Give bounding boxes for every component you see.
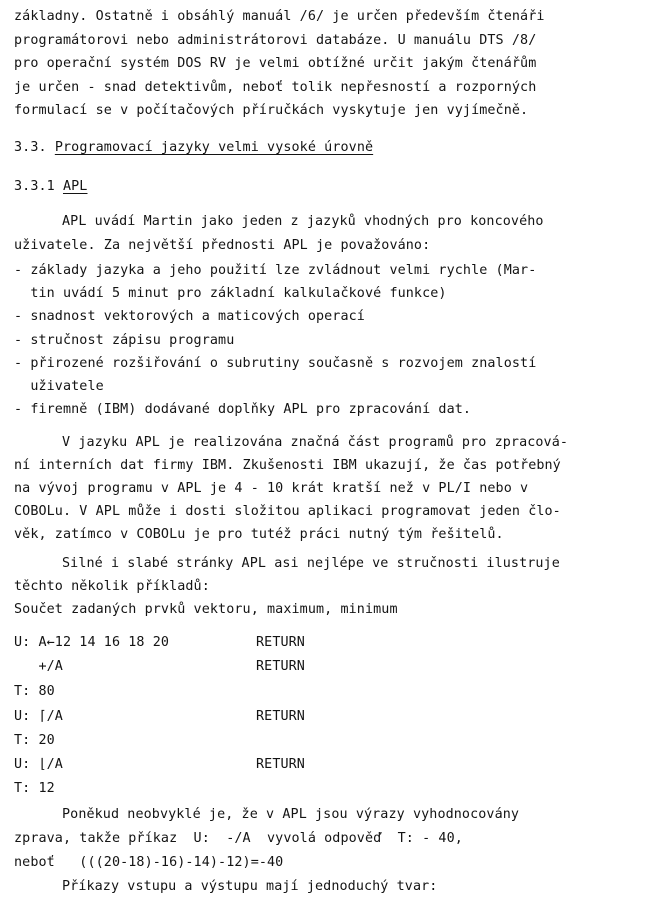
code-line: U: ⌊/A xyxy=(14,757,63,772)
paragraph-line: Příkazy vstupu a výstupu mají jednoduchý tvar: xyxy=(62,879,438,894)
paragraph-line: zprava, takže příkaz U: -/A vyvolá odpověď T: - 40, xyxy=(14,831,463,846)
code-note: RETURN xyxy=(256,659,305,674)
paragraph-line: neboť (((20-18)-16)-14)-12)=-40 xyxy=(14,855,284,870)
paragraph-line: Poněkud neobvyklé je, že v APL jsou výrazy vyhodnocovány xyxy=(62,807,520,822)
code-note: RETURN xyxy=(256,757,305,772)
list-item: - snadnost vektorových a maticových operací xyxy=(14,309,365,324)
paragraph-line: věk, zatímco v COBOLu je pro tutéž práci nutný tým řešitelů. xyxy=(14,527,504,542)
section-title: Programovací jazyky velmi vysoké úrovně xyxy=(54,140,374,155)
code-line: U: A←12 14 16 18 20 xyxy=(14,635,170,650)
list-item: - přirozené rozšiřování o subrutiny současně s rozvojem znalostí xyxy=(14,356,537,371)
paragraph-line: COBOLu. V APL může i dosti složitou aplikaci programovat jeden člo- xyxy=(14,504,561,519)
subsection-number: 3.3.1 xyxy=(14,179,55,194)
list-item: tin uvádí 5 minut pro základní kalkulačkové funkce) xyxy=(14,286,447,301)
intro-line: formulací se v počítačových příručkách vyskytuje jen vyjímečně. xyxy=(14,103,529,118)
list-item: - základy jazyka a jeho použití lze zvládnout velmi rychle (Mar- xyxy=(14,263,537,278)
intro-line: základny. Ostatně i obsáhlý manuál /6/ je určen především čtenáři xyxy=(14,9,545,24)
paragraph-line: Součet zadaných prvků vektoru, maximum, minimum xyxy=(14,602,398,617)
subsection-heading xyxy=(14,180,87,193)
paragraph-line: Silné i slabé stránky APL asi nejlépe ve stručnosti ilustruje xyxy=(62,556,560,571)
code-line: T: 20 xyxy=(14,733,55,748)
intro-line: je určen - snad detektivům, neboť tolik nepřesností a rozporných xyxy=(14,80,537,95)
code-note: RETURN xyxy=(256,709,305,724)
list-item: uživatele xyxy=(14,379,104,394)
paragraph-line: V jazyku APL je realizována značná část programů pro zpracová- xyxy=(62,435,569,450)
intro-line: programátorovi nebo administrátorovi databáze. U manuálu DTS /8/ xyxy=(14,33,537,48)
paragraph-line: na vývoj programu v APL je 4 - 10 krát kratší než v PL/I nebo v xyxy=(14,481,529,496)
paragraph-line: uživatele. Za největší přednosti APL je považováno: xyxy=(14,238,431,253)
code-line: U: ⌈/A xyxy=(14,709,63,724)
list-item: - stručnost zápisu programu xyxy=(14,333,235,348)
code-note: RETURN xyxy=(256,635,305,650)
code-line: T: 80 xyxy=(14,684,55,699)
section-heading xyxy=(14,141,373,154)
subsection-title: APL xyxy=(62,179,88,194)
paragraph-line: APL uvádí Martin jako jeden z jazyků vhodných pro koncového xyxy=(62,214,544,229)
paragraph-line: ní interních dat firmy IBM. Zkušenosti IBM ukazují, že čas potřebný xyxy=(14,458,561,473)
list-item: - firemně (IBM) dodávané doplňky APL pro zpracování dat. xyxy=(14,402,472,417)
code-line: +/A xyxy=(14,659,63,674)
intro-line: pro operační systém DOS RV je velmi obtížné určit jakým čtenářům xyxy=(14,56,537,71)
paragraph-line: těchto několik příkladů: xyxy=(14,579,210,594)
section-number: 3.3. xyxy=(14,140,47,155)
code-line: T: 12 xyxy=(14,781,55,796)
